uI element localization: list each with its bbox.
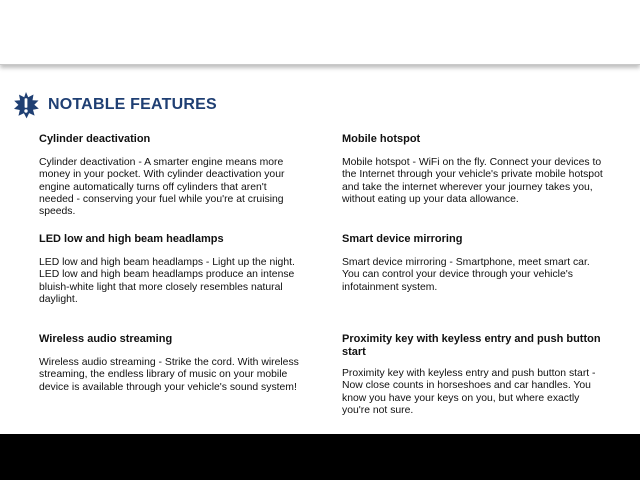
feature-title: Smart device mirroring (342, 233, 463, 245)
feature-description: Cylinder deactivation - A smarter engine means more money in your pocket. With cylinder deactivation your engine automatically turns off cylinders that aren't needed - conserving your fuel while you're at cruising speeds. (39, 157, 285, 218)
feature-title: Cylinder deactivation (39, 133, 151, 145)
feature-title: Proximity key with keyless entry and push button start (342, 333, 601, 358)
feature-cylinder-deactivation (39, 133, 301, 218)
feature-smart-device-mirroring (342, 233, 604, 294)
section-heading (12, 90, 217, 120)
feature-proximity-key (342, 333, 604, 417)
feature-description: Wireless audio streaming - Strike the cord. With wireless streaming, the endless library of music on your mobile device is available through your vehicle's sound system! (39, 357, 299, 393)
feature-description: Mobile hotspot - WiFi on the fly. Connect your devices to the Internet through your vehicle's private mobile hotspot and take the internet wherever your journey takes you, without eating up your data allowance. (342, 157, 603, 205)
feature-wireless-audio (39, 333, 301, 394)
feature-description: Smart device mirroring - Smartphone, meet smart car. You can control your device through your vehicle's infotainment system. (342, 257, 590, 293)
feature-title: Wireless audio streaming (39, 333, 173, 345)
feature-title: LED low and high beam headlamps (39, 233, 224, 245)
header-band (0, 0, 640, 65)
exclamation-starburst-icon (12, 91, 40, 119)
feature-led-headlamps (39, 233, 301, 306)
feature-title: Mobile hotspot (342, 133, 421, 145)
feature-description: LED low and high beam headlamps - Light up the night. LED low and high beam headlamps produce an intense bluish-white light that more closely resembles natural daylight. (39, 257, 295, 305)
footer-band (0, 434, 640, 480)
feature-description: Proximity key with keyless entry and push button start - Now close counts in horseshoes and car handles. You know you have your keys on you, but where exactly you're not sure. (342, 368, 596, 416)
section-title: NOTABLE FEATURES (48, 96, 217, 113)
feature-mobile-hotspot (342, 133, 604, 206)
